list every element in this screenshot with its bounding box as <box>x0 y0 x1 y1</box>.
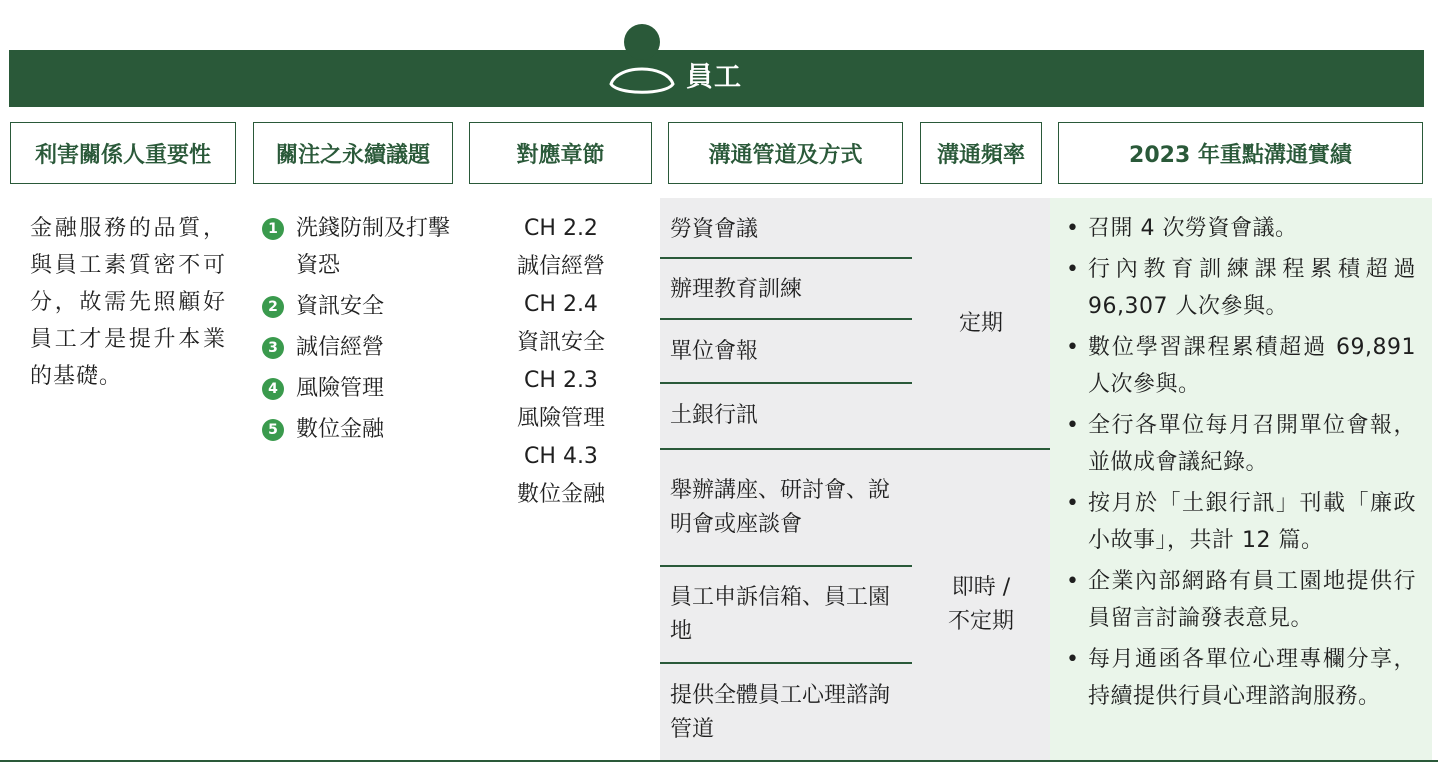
person-icon <box>606 22 678 98</box>
header-channels: 溝通管道及方式 <box>668 122 903 184</box>
results-list <box>1066 210 1416 719</box>
frequency-irregular-line1: 即時 / <box>951 575 1011 600</box>
chapter-number: CH 4.3 <box>524 444 598 469</box>
channel-item: 勞資會議 <box>670 217 759 242</box>
list-item <box>262 329 462 366</box>
row-divider <box>660 318 912 320</box>
issue-text: 數位金融 <box>296 417 385 442</box>
number-badge: 1 <box>262 218 284 240</box>
header-results: 2023 年重點溝通實績 <box>1058 122 1423 184</box>
channel-item: 土銀行訊 <box>670 403 759 428</box>
header-issues: 關注之永續議題 <box>253 122 453 184</box>
chapter-title: 資訊安全 <box>516 330 605 355</box>
list-item: • 召開 4 次勞資會議。 <box>1066 210 1416 247</box>
channel-item: 員工申訴信箱、員工園地 <box>670 585 891 644</box>
list-item: • 數位學習課程累積超過 69,891 人次參與。 <box>1066 329 1416 403</box>
channel-item: 單位會報 <box>670 339 759 364</box>
chapter-title: 風險管理 <box>516 406 605 431</box>
frequency-regular: 定期 <box>958 311 1003 336</box>
frequency-irregular-line2: 不定期 <box>947 609 1014 634</box>
row-divider <box>660 257 912 259</box>
channel-item: 提供全體員工心理諮詢管道 <box>670 683 891 742</box>
header-chapters: 對應章節 <box>469 122 652 184</box>
row-divider <box>660 565 912 567</box>
issues-list <box>262 210 462 452</box>
banner-title: 員工 <box>686 62 742 93</box>
channel-item: 辦理教育訓練 <box>670 277 803 302</box>
list-item <box>262 210 462 284</box>
number-badge: 5 <box>262 419 284 441</box>
number-badge: 2 <box>262 296 284 318</box>
frequency-irregular <box>912 450 1050 760</box>
list-item: • 全行各單位每月召開單位會報，並做成會議紀錄。 <box>1066 407 1416 481</box>
header-frequency: 溝通頻率 <box>920 122 1042 184</box>
chapter-title: 誠信經營 <box>516 254 605 279</box>
chapter-number: CH 2.3 <box>524 368 598 393</box>
bottom-rule <box>0 760 1438 762</box>
issue-text: 風險管理 <box>296 376 385 401</box>
chapter-number: CH 2.4 <box>524 292 598 317</box>
list-item <box>262 288 462 325</box>
list-item: • 行內教育訓練課程累積超過 96,307 人次參與。 <box>1066 251 1416 325</box>
row-divider <box>660 662 912 664</box>
chapters-list <box>470 210 652 514</box>
list-item <box>262 370 462 407</box>
list-item: • 每月通函各單位心理專欄分享，持續提供行員心理諮詢服務。 <box>1066 641 1416 715</box>
list-item: • 企業內部網路有員工園地提供行員留言討論發表意見。 <box>1066 563 1416 637</box>
row-divider <box>660 448 912 450</box>
issue-text: 洗錢防制及打擊資恐 <box>296 216 451 278</box>
number-badge: 3 <box>262 337 284 359</box>
list-item: • 按月於「土銀行訊」刊載「廉政小故事」，共計 12 篇。 <box>1066 485 1416 559</box>
list-item <box>262 411 462 448</box>
header-importance: 利害關係人重要性 <box>10 122 236 184</box>
importance-text: 金融服務的品質，與員工素質密不可分，故需先照顧好員工才是提升本業的基礎。 <box>30 216 226 389</box>
channel-item: 舉辦講座、研討會、說明會或座談會 <box>670 478 891 537</box>
row-divider <box>660 382 912 384</box>
chapter-number: CH 2.2 <box>524 216 598 241</box>
chapter-title: 數位金融 <box>516 482 605 507</box>
issue-text: 資訊安全 <box>296 294 385 319</box>
issue-text: 誠信經營 <box>296 335 385 360</box>
number-badge: 4 <box>262 378 284 400</box>
